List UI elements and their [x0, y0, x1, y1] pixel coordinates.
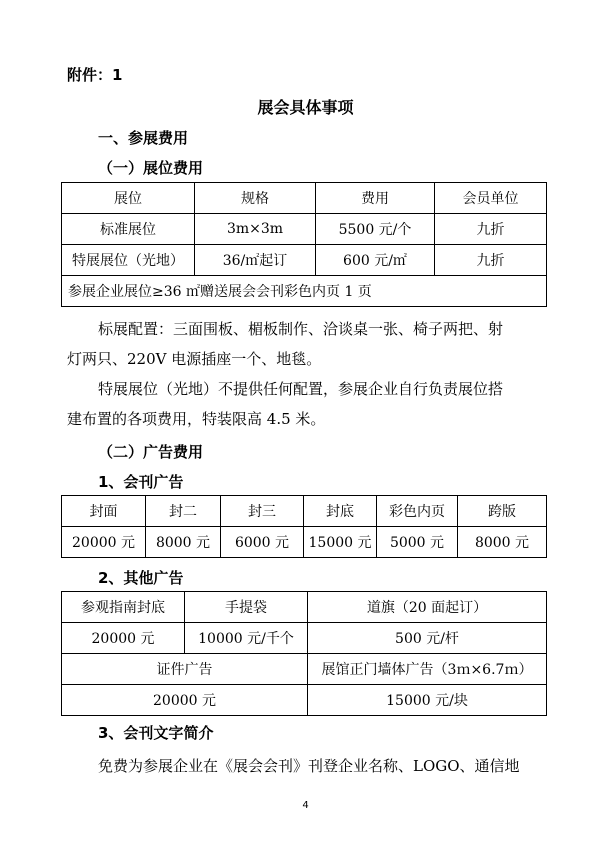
table-cell: 8000 元: [458, 527, 547, 558]
table-row: [62, 214, 547, 245]
table-header-cell: 彩色内页: [377, 496, 458, 527]
table-cell: 特展展位（光地）: [62, 245, 195, 276]
table-cell: 15000 元: [304, 527, 377, 558]
table-cell: 20000 元: [62, 527, 146, 558]
table-cell: 5000 元: [377, 527, 458, 558]
table-cell: 600 元/㎡: [316, 245, 435, 276]
journal-ad-table: [61, 495, 547, 558]
table-cell: 8000 元: [146, 527, 221, 558]
table-cell: 20000 元: [62, 685, 308, 716]
document-title: 展会具体事项: [257, 98, 354, 117]
table-cell: 10000 元/千个: [185, 623, 308, 654]
table-header-row: [62, 654, 547, 685]
table-header-cell: 展位: [62, 183, 195, 214]
special-booth-text: 特展展位（光地）不提供任何配置，参展企业自行负责展位搭: [98, 380, 504, 398]
table-header-cell: 手提袋: [185, 592, 308, 623]
table-row: [62, 245, 547, 276]
heading-journal-text: 3、会刊文字简介: [98, 724, 214, 742]
table-header-cell: 证件广告: [62, 654, 308, 685]
table-cell: 36/㎡起订: [195, 245, 316, 276]
standard-booth-config-text: 标展配置：三面围板、楣板制作、洽谈桌一张、椅子两把、射: [98, 320, 504, 338]
table-row: [62, 685, 547, 716]
table-header-cell: 封面: [62, 496, 146, 527]
table-header-row: [62, 183, 547, 214]
table-cell: 15000 元/块: [308, 685, 547, 716]
table-header-row: [62, 592, 547, 623]
table-header-cell: 封三: [221, 496, 304, 527]
attachment-label: 附件：1: [67, 66, 123, 84]
table-header-cell: 封底: [304, 496, 377, 527]
table-header-cell: 会员单位: [435, 183, 547, 214]
table-header-cell: 封二: [146, 496, 221, 527]
table-cell: 九折: [435, 214, 547, 245]
heading-journal-ads: 1、会刊广告: [98, 473, 184, 491]
table-header-cell: 规格: [195, 183, 316, 214]
table-header-cell: 费用: [316, 183, 435, 214]
table-header-cell: 展馆正门墙体广告（3ｍ×6.7ｍ）: [308, 654, 547, 685]
table-cell: 500 元/杆: [308, 623, 547, 654]
special-booth-text-cont: 建布置的各项费用，特装限高 4.5 米。: [67, 410, 326, 428]
subsection-heading-ads: （二）广告费用: [98, 443, 204, 461]
table-cell: 九折: [435, 245, 547, 276]
subsection-heading-booth: （一）展位费用: [98, 159, 204, 177]
table-cell: 3m×3m: [195, 214, 316, 245]
booth-fee-table: [61, 182, 547, 307]
table-cell: 20000 元: [62, 623, 185, 654]
table-header-cell: 跨版: [458, 496, 547, 527]
table-note-row: [62, 276, 547, 307]
table-row: [62, 623, 547, 654]
table-cell: 标准展位: [62, 214, 195, 245]
free-listing-text: 免费为参展企业在《展会会刊》刊登企业名称、LOGO、通信地: [98, 757, 520, 775]
heading-other-ads: 2、其他广告: [98, 569, 184, 587]
table-row: [62, 527, 547, 558]
section-heading-fees: 一、参展费用: [98, 129, 189, 147]
table-header-cell: 参观指南封底: [62, 592, 185, 623]
table-cell: 6000 元: [221, 527, 304, 558]
table-cell: 5500 元/个: [316, 214, 435, 245]
page-number: 4: [302, 800, 309, 811]
booth-bonus-note: 参展企业展位≥36 ㎡赠送展会会刊彩色内页 1 页: [62, 276, 547, 307]
table-header-row: [62, 496, 547, 527]
table-header-cell: 道旗（20 面起订）: [308, 592, 547, 623]
other-ad-table: [61, 591, 547, 716]
standard-booth-config-text-cont: 灯两只、220V 电源插座一个、地毯。: [67, 350, 322, 368]
